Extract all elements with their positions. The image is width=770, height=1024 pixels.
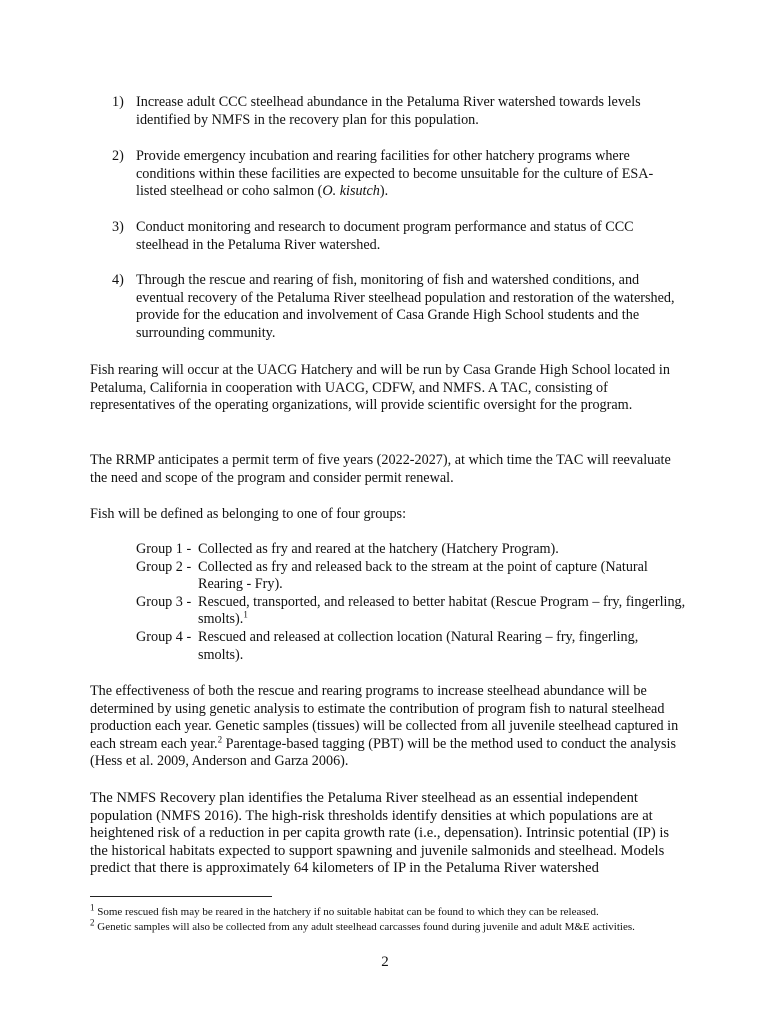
group-description — [198, 594, 686, 629]
group-item-3 — [136, 594, 686, 629]
list-item-2 — [112, 148, 682, 201]
footnote-mark: 2 — [90, 917, 95, 928]
list-number: 4) — [112, 272, 124, 288]
group-description: Rescued and released at collection location (Natural Rearing – fry, fingerling, smolts). — [198, 628, 639, 663]
paragraph-groups-intro: Fish will be defined as belonging to one of four groups: — [90, 506, 407, 522]
group-description-text: Rescued, transported, and released to better habitat (Rescue Program – fry, fingerling, smolts). — [198, 593, 686, 628]
group-label: Group 3 - — [136, 593, 192, 610]
list-text-part: Provide emergency incubation and rearing facilities for other hatchery programs where conditions within these facilities are expected to become unsuitable for the culture of ESA-listed steelhead or coho salmon ( — [136, 148, 654, 200]
footnote-2 — [90, 917, 690, 934]
paragraph-text: Parentage-based tagging (PBT) will be the method used to conduct the analysis (Hess et al. 2009, Anderson and Garza 2006). — [90, 735, 676, 770]
list-item-4 — [112, 272, 682, 342]
footnote-mark: 1 — [90, 902, 95, 913]
list-text — [136, 148, 682, 201]
footnote-text: Some rescued fish may be reared in the hatchery if no suitable habitat can be found to which they can be released. — [97, 906, 599, 918]
group-item-1 — [136, 541, 686, 559]
footnote-1 — [90, 902, 690, 919]
group-item-4 — [136, 629, 686, 664]
paragraph-recovery-plan: The NMFS Recovery plan identifies the Petaluma River steelhead as an essential independent population (NMFS 2016). The high-risk thresholds identify densities at which populations are at heightened risk of a reduction in per capita growth rate (i.e., depensation). Intrinsic potential (IP) is the historical habitats expected to support spawning and juvenile salmonids and steelhead. Models predict that there is approximately 64 kilometers of IP in the Petaluma River watershed — [90, 790, 670, 877]
list-number: 3) — [112, 219, 124, 235]
list-item-1 — [112, 94, 682, 129]
paragraph-effectiveness — [90, 683, 690, 771]
paragraph-fish-rearing: Fish rearing will occur at the UACG Hatchery and will be run by Casa Grande High School located in Petaluma, California in cooperation with UACG, CDFW, and NMFS. A TAC, consisting of representatives of the operating organizations, will provide scientific oversight for the program. — [90, 362, 670, 414]
group-description: Collected as fry and released back to the stream at the point of capture (Natural Rearing - Fry). — [198, 558, 648, 593]
footnote-ref-2: 2 — [217, 734, 223, 745]
list-text: Through the rescue and rearing of fish, monitoring of fish and watershed conditions, and eventual recovery of the Petaluma River steelhead population and restoration of the watershed, provide for the education and involvement of Casa Grande High School students and the surrounding community. — [136, 272, 675, 341]
group-description: Collected as fry and reared at the hatchery (Hatchery Program). — [198, 541, 559, 557]
group-label: Group 4 - — [136, 628, 192, 645]
list-number: 2) — [112, 148, 124, 164]
paragraph-text: The effectiveness of both the rescue and rearing programs to increase steelhead abundance will be determined by using genetic analysis to estimate the contribution of program fish to natural steelhead production each year. Genetic samples (tissues) will be collected from all juvenile steelhead captured in each stream each year. — [90, 683, 679, 752]
group-item-2 — [136, 559, 686, 594]
list-text-part: ). — [379, 183, 389, 200]
groups-list — [136, 541, 686, 664]
group-label: Group 1 - — [136, 541, 192, 557]
list-number: 1) — [112, 94, 124, 110]
list-item-3 — [112, 219, 682, 254]
group-label: Group 2 - — [136, 558, 192, 575]
page-number: 2 — [381, 954, 389, 970]
footnote-text: Genetic samples will also be collected from any adult steelhead carcasses found during juvenile and adult M&E activities. — [97, 921, 635, 933]
footnote-divider — [90, 896, 272, 897]
list-text: Increase adult CCC steelhead abundance in the Petaluma River watershed towards levels identified by NMFS in the recovery plan for this population. — [136, 94, 641, 128]
footnote-ref-1: 1 — [243, 609, 248, 620]
paragraph-permit-term: The RRMP anticipates a permit term of five years (2022-2027), at which time the TAC will reevaluate the need and scope of the program and consider permit renewal. — [90, 452, 671, 486]
species-name: O. kisutch — [322, 183, 380, 200]
list-text: Conduct monitoring and research to document program performance and status of CCC steelhead in the Petaluma River watershed. — [136, 219, 634, 253]
